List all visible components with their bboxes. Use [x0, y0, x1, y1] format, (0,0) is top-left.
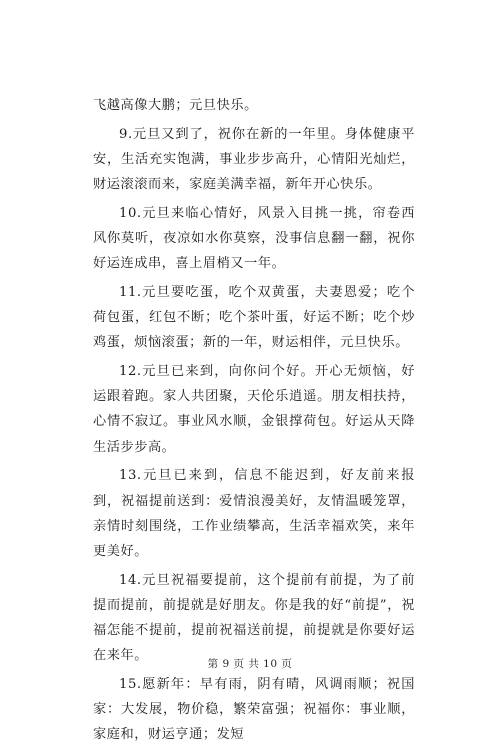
paragraph-continuation: 飞越高像大鹏；元旦快乐。	[93, 98, 258, 113]
paragraph-10: 10.元旦来临心情好，风景入目挑一挑，帘卷西风你莫听，夜凉如水你莫察，没事信息翻一翻，祝你好运连成串，喜上眉梢又一年。	[93, 205, 415, 272]
paragraph-15: 15.愿新年：早有雨，阴有晴，风调雨顺；祝国家：大发展，物价稳，繁荣富强；祝福你：事业顺，家庭和，财运亨通；发短	[93, 676, 415, 743]
page-number-footer: 第 9 页 共 10 页	[207, 658, 293, 670]
page-content	[93, 93, 415, 748]
paragraph-9: 9.元旦又到了，祝你在新的一年里。身体健康平安，生活充实饱满，事业步步高升，心情阳光灿烂，财运滚滚而来，家庭美满幸福，新年开心快乐。	[93, 126, 415, 193]
paragraph-12: 12.元旦已来到，向你问个好。开心无烦恼，好运跟着跑。家人共团聚，天伦乐逍遥。朋友相扶持，心情不寂辽。事业风水顺，金银撑荷包。好运从天降生活步步高。	[93, 364, 415, 455]
paragraph-14: 14.元旦祝福要提前，这个提前有前提，为了前提而提前，前提就是好朋友。你是我的好“前提”，祝福怎能不提前，提前祝福送前提，前提就是你要好运在来年。	[93, 572, 415, 664]
paragraph-11: 11.元旦要吃蛋，吃个双黄蛋，夫妻恩爱；吃个荷包蛋，红包不断；吃个茶叶蛋，好运不断；吃个炒鸡蛋，烦恼滚蛋；新的一年，财运相伴，元旦快乐。	[93, 284, 415, 351]
paragraph-13: 13.元旦已来到，信息不能迟到，好友前来报到，祝福提前送到：爱情浪漫美好，友情温暖笼罩，亲情时刻围绕，工作业绩攀高，生活幸福欢笑，来年更美好。	[93, 468, 415, 559]
